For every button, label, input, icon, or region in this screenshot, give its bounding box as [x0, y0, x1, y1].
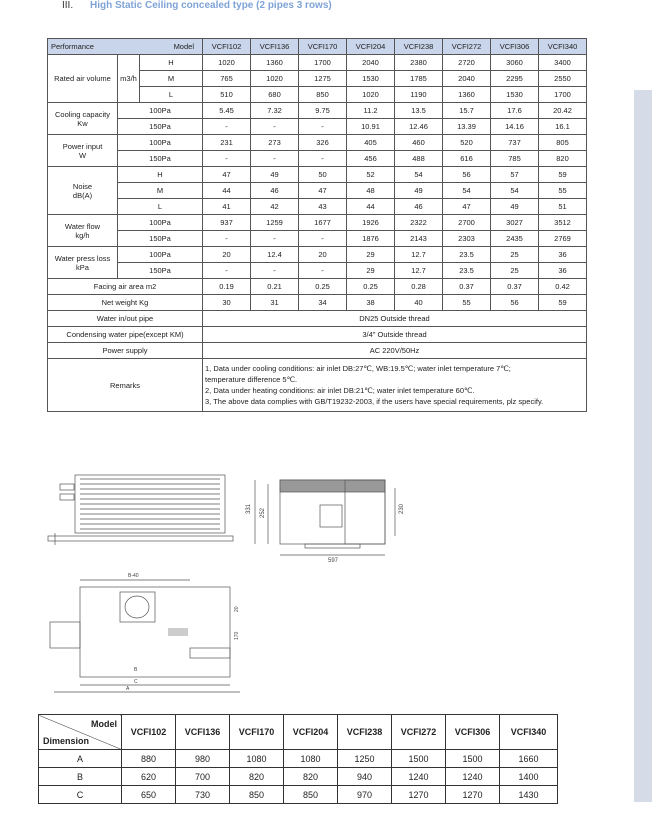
table-cell: 1240 [446, 768, 500, 786]
table-cell: 2435 [491, 231, 539, 247]
table-cell: 59 [539, 167, 587, 183]
table-cell: 55 [539, 183, 587, 199]
level-cell: 100Pa [118, 135, 203, 151]
table-cell: 2550 [539, 71, 587, 87]
facing-air-area-label: Facing air area m2 [48, 279, 203, 295]
table-cell: 850 [299, 87, 347, 103]
table-cell: 2769 [539, 231, 587, 247]
water-flow-name: Water flow [64, 221, 101, 231]
table-cell: 1677 [299, 215, 347, 231]
level-cell: 100Pa [118, 215, 203, 231]
table-cell: 785 [491, 151, 539, 167]
header-row [48, 39, 587, 55]
table-cell: 0.37 [491, 279, 539, 295]
noise-label [48, 167, 118, 215]
table-cell: 1020 [347, 87, 395, 103]
table-cell: 2380 [395, 55, 443, 71]
table-cell: 737 [491, 135, 539, 151]
net-weight-label: Net weight Kg [48, 295, 203, 311]
model-header: VCFI136 [251, 39, 299, 55]
table-cell: 12.4 [251, 247, 299, 263]
table-cell: 1240 [392, 768, 446, 786]
table-cell: 1430 [500, 786, 558, 804]
level-cell: L [140, 87, 203, 103]
water-flow-row [48, 231, 587, 247]
water-pipe-row [48, 311, 587, 327]
table-cell: 231 [203, 135, 251, 151]
table-cell: 59 [539, 295, 587, 311]
noise-row [48, 167, 587, 183]
dim-252-label: 252 [260, 507, 266, 518]
table-cell: 1270 [446, 786, 500, 804]
header-performance-model [48, 39, 203, 55]
table-cell: 20.42 [539, 103, 587, 119]
level-cell: 150Pa [118, 151, 203, 167]
remark-line: 1, Data under cooling conditions: air inlet DB:27℃, WB:19.5℃; water inlet temperature 7℃; [205, 364, 511, 373]
performance-table [47, 38, 587, 412]
table-cell: 10.91 [347, 119, 395, 135]
water-flow-unit: kg/h [75, 230, 90, 240]
table-cell: 29 [347, 263, 395, 279]
condensing-pipe-label: Condensing water pipe(except KM) [48, 327, 203, 343]
table-cell: 44 [347, 199, 395, 215]
table-cell: 326 [299, 135, 347, 151]
level-cell: H [118, 167, 203, 183]
condensing-pipe-value: 3/4" Outside thread [203, 327, 587, 343]
remark-line: 2, Data under heating conditions: air inlet DB:21℃; water inlet temperature 60℃. [205, 386, 475, 395]
table-cell: 43 [299, 199, 347, 215]
dim-model-label: Model [91, 719, 117, 729]
water-press-loss-unit: kPa [76, 262, 89, 272]
table-cell: 48 [347, 183, 395, 199]
dim-model-header: VCFI306 [446, 715, 500, 750]
table-cell: 13.5 [395, 103, 443, 119]
table-cell: 273 [251, 135, 299, 151]
table-cell: 1530 [347, 71, 395, 87]
table-cell: - [251, 263, 299, 279]
table-cell: 1020 [251, 71, 299, 87]
model-label: Model [173, 42, 194, 51]
dim-model-header: VCFI340 [500, 715, 558, 750]
table-cell: 1400 [500, 768, 558, 786]
table-cell: 2700 [443, 215, 491, 231]
table-cell: 17.6 [491, 103, 539, 119]
table-cell: 52 [347, 167, 395, 183]
front-view-drawing [255, 480, 395, 555]
level-cell: 100Pa [118, 103, 203, 119]
cooling-capacity-label [48, 103, 118, 135]
net-weight-row [48, 295, 587, 311]
level-cell: 150Pa [118, 119, 203, 135]
remarks-label: Remarks [48, 359, 203, 412]
table-cell: 11.2 [347, 103, 395, 119]
cooling-capacity-unit: Kw [77, 118, 88, 128]
water-flow-label [48, 215, 118, 247]
table-cell: 14.16 [491, 119, 539, 135]
table-cell: 0.28 [395, 279, 443, 295]
table-cell: 3400 [539, 55, 587, 71]
table-cell: 850 [230, 786, 284, 804]
table-cell: 1500 [392, 750, 446, 768]
table-cell: 460 [395, 135, 443, 151]
section-heading [62, 0, 332, 11]
table-cell: 937 [203, 215, 251, 231]
page-sidebar [634, 90, 652, 802]
table-cell: 1190 [395, 87, 443, 103]
dim-model-header: VCFI238 [338, 715, 392, 750]
table-cell: - [203, 151, 251, 167]
unit-drawings [40, 470, 420, 700]
noise-unit: dB(A) [72, 190, 93, 200]
table-cell: 54 [491, 183, 539, 199]
side-view-drawing [48, 475, 233, 545]
table-cell: 520 [443, 135, 491, 151]
table-cell: 1876 [347, 231, 395, 247]
table-cell: 970 [338, 786, 392, 804]
dim-331-label: 331 [246, 503, 252, 514]
table-cell: - [251, 151, 299, 167]
dim-230-label: 230 [399, 503, 405, 514]
dim-row-label: B [39, 768, 122, 786]
table-cell: 47 [443, 199, 491, 215]
table-cell: 0.25 [299, 279, 347, 295]
table-cell: 1700 [299, 55, 347, 71]
dim-model-header: VCFI272 [392, 715, 446, 750]
table-cell: 2143 [395, 231, 443, 247]
table-cell: 55 [443, 295, 491, 311]
table-cell: 0.42 [539, 279, 587, 295]
power-input-row [48, 135, 587, 151]
table-cell: - [251, 231, 299, 247]
table-cell: 2040 [347, 55, 395, 71]
dim-20-label: 20 [234, 606, 240, 612]
table-cell: 700 [176, 768, 230, 786]
table-cell: 2322 [395, 215, 443, 231]
water-flow-row [48, 215, 587, 231]
model-header: VCFI102 [203, 39, 251, 55]
level-cell: 100Pa [118, 247, 203, 263]
table-cell: 3512 [539, 215, 587, 231]
cooling-capacity-row [48, 119, 587, 135]
coil-fins [80, 479, 220, 529]
model-header: VCFI204 [347, 39, 395, 55]
power-input-row [48, 151, 587, 167]
dim-model-header: VCFI204 [284, 715, 338, 750]
dim-row-label: C [39, 786, 122, 804]
noise-row [48, 183, 587, 199]
dim-row [39, 750, 558, 768]
table-cell: 25 [491, 247, 539, 263]
dim-a-label: A [126, 686, 130, 692]
dim-header-row [39, 715, 558, 750]
table-cell: 38 [347, 295, 395, 311]
water-pipe-value: DN25 Outside thread [203, 311, 587, 327]
section-number: III. [62, 0, 74, 11]
table-cell: 31 [251, 295, 299, 311]
level-cell: H [140, 55, 203, 71]
dim-170-label: 170 [234, 631, 240, 640]
table-cell: 25 [491, 263, 539, 279]
table-cell: 3027 [491, 215, 539, 231]
power-input-unit: W [78, 150, 87, 160]
table-cell: 1270 [392, 786, 446, 804]
table-cell: - [299, 263, 347, 279]
table-cell: 620 [122, 768, 176, 786]
table-cell: - [299, 119, 347, 135]
table-cell: 680 [251, 87, 299, 103]
dim-dimension-label: Dimension [43, 736, 90, 746]
table-cell: 49 [395, 183, 443, 199]
table-cell: 29 [347, 247, 395, 263]
table-cell: 20 [203, 247, 251, 263]
facing-air-area-row [48, 279, 587, 295]
table-cell: 1020 [203, 55, 251, 71]
power-supply-label: Power supply [48, 343, 203, 359]
cooling-capacity-name: Cooling capacity [54, 109, 111, 119]
air-volume-unit: m3/h [118, 55, 140, 103]
table-cell: 34 [299, 295, 347, 311]
section-title: High Static Ceiling concealed type (2 pipes 3 rows) [90, 0, 332, 11]
dim-model-header: VCFI102 [122, 715, 176, 750]
table-cell: 54 [395, 167, 443, 183]
model-header: VCFI340 [539, 39, 587, 55]
level-cell: 150Pa [118, 263, 203, 279]
model-header: VCFI306 [491, 39, 539, 55]
table-cell: 42 [251, 199, 299, 215]
power-supply-row [48, 343, 587, 359]
dim-597-label: 597 [328, 558, 339, 564]
table-cell: 49 [491, 199, 539, 215]
table-cell: 16.1 [539, 119, 587, 135]
table-cell: 850 [284, 786, 338, 804]
table-cell: 0.21 [251, 279, 299, 295]
dim-model-header: VCFI136 [176, 715, 230, 750]
power-supply-value: AC 220V/50Hz [203, 343, 587, 359]
table-cell: 57 [491, 167, 539, 183]
table-cell: 488 [395, 151, 443, 167]
table-cell: 1275 [299, 71, 347, 87]
table-cell: 2720 [443, 55, 491, 71]
table-cell: 47 [203, 167, 251, 183]
table-cell: 12.7 [395, 247, 443, 263]
table-cell: 1785 [395, 71, 443, 87]
table-cell: 1080 [284, 750, 338, 768]
table-cell: 23.5 [443, 247, 491, 263]
table-cell: 405 [347, 135, 395, 151]
table-cell: 805 [539, 135, 587, 151]
table-cell: 1700 [539, 87, 587, 103]
table-cell: 1080 [230, 750, 284, 768]
table-cell: - [203, 231, 251, 247]
table-cell: 765 [203, 71, 251, 87]
table-cell: 12.7 [395, 263, 443, 279]
air-volume-label: Rated air volume [48, 55, 118, 103]
table-cell: 456 [347, 151, 395, 167]
model-header: VCFI238 [395, 39, 443, 55]
noise-name: Noise [72, 181, 93, 191]
remarks-text [203, 359, 587, 412]
dim-b40-label: B-40 [128, 573, 139, 579]
table-cell: 510 [203, 87, 251, 103]
table-cell: 30 [203, 295, 251, 311]
table-cell: 2040 [443, 71, 491, 87]
table-cell: 2295 [491, 71, 539, 87]
table-cell: 49 [251, 167, 299, 183]
table-cell: 56 [491, 295, 539, 311]
table-cell: 23.5 [443, 263, 491, 279]
model-header: VCFI170 [299, 39, 347, 55]
power-input-name: Power input [62, 141, 103, 151]
table-cell: 54 [443, 183, 491, 199]
table-cell: 1926 [347, 215, 395, 231]
water-press-loss-name: Water press loss [54, 253, 111, 263]
table-cell: 0.19 [203, 279, 251, 295]
dimension-table [38, 714, 558, 804]
table-cell: 36 [539, 247, 587, 263]
plan-view-drawing [50, 580, 240, 692]
blurred-mark [168, 628, 188, 636]
table-cell: 980 [176, 750, 230, 768]
table-cell: - [203, 119, 251, 135]
table-cell: 7.32 [251, 103, 299, 119]
table-cell: 940 [338, 768, 392, 786]
table-cell: 40 [395, 295, 443, 311]
model-header: VCFI272 [443, 39, 491, 55]
performance-label: Performance [51, 42, 94, 51]
table-cell: 820 [539, 151, 587, 167]
condensing-pipe-row [48, 327, 587, 343]
table-cell: 1360 [251, 55, 299, 71]
table-cell: 820 [284, 768, 338, 786]
table-cell: 13.39 [443, 119, 491, 135]
table-cell: 50 [299, 167, 347, 183]
table-cell: 730 [176, 786, 230, 804]
air-volume-row [48, 55, 587, 71]
table-cell: 44 [203, 183, 251, 199]
remark-line: 3, The above data complies with GB/T19232-2003, if the users have special requirements, plz specify. [205, 397, 544, 406]
dim-row [39, 768, 558, 786]
dim-c-label: C [134, 679, 138, 685]
water-press-loss-row [48, 263, 587, 279]
level-cell: 150Pa [118, 231, 203, 247]
water-press-loss-label [48, 247, 118, 279]
noise-row [48, 199, 587, 215]
remarks-row [48, 359, 587, 412]
table-cell: 820 [230, 768, 284, 786]
table-cell: 1660 [500, 750, 558, 768]
remark-line: temperature difference 5℃. [205, 375, 298, 384]
water-press-loss-row [48, 247, 587, 263]
table-cell: 2303 [443, 231, 491, 247]
table-cell: 46 [251, 183, 299, 199]
table-cell: 15.7 [443, 103, 491, 119]
table-cell: 1250 [338, 750, 392, 768]
table-cell: 51 [539, 199, 587, 215]
table-cell: 3060 [491, 55, 539, 71]
table-cell: 47 [299, 183, 347, 199]
table-cell: - [251, 119, 299, 135]
table-cell: 1259 [251, 215, 299, 231]
dim-corner-cell [39, 715, 122, 750]
dim-model-header: VCFI170 [230, 715, 284, 750]
table-cell: 1500 [446, 750, 500, 768]
table-cell: 5.45 [203, 103, 251, 119]
table-cell: 46 [395, 199, 443, 215]
dim-b-label: B [134, 667, 138, 673]
table-cell: 12.46 [395, 119, 443, 135]
dim-row [39, 786, 558, 804]
table-cell: 41 [203, 199, 251, 215]
table-cell: 880 [122, 750, 176, 768]
table-cell: - [299, 231, 347, 247]
table-cell: 56 [443, 167, 491, 183]
table-cell: 1530 [491, 87, 539, 103]
table-cell: 1360 [443, 87, 491, 103]
level-cell: L [118, 199, 203, 215]
water-pipe-label: Water in/out pipe [48, 311, 203, 327]
table-cell: 0.25 [347, 279, 395, 295]
cooling-capacity-row [48, 103, 587, 119]
table-cell: - [299, 151, 347, 167]
level-cell: M [140, 71, 203, 87]
table-cell: 9.75 [299, 103, 347, 119]
table-cell: 36 [539, 263, 587, 279]
level-cell: M [118, 183, 203, 199]
table-cell: 20 [299, 247, 347, 263]
table-cell: 650 [122, 786, 176, 804]
dim-row-label: A [39, 750, 122, 768]
power-input-label [48, 135, 118, 167]
table-cell: - [203, 263, 251, 279]
table-cell: 0.37 [443, 279, 491, 295]
table-cell: 616 [443, 151, 491, 167]
